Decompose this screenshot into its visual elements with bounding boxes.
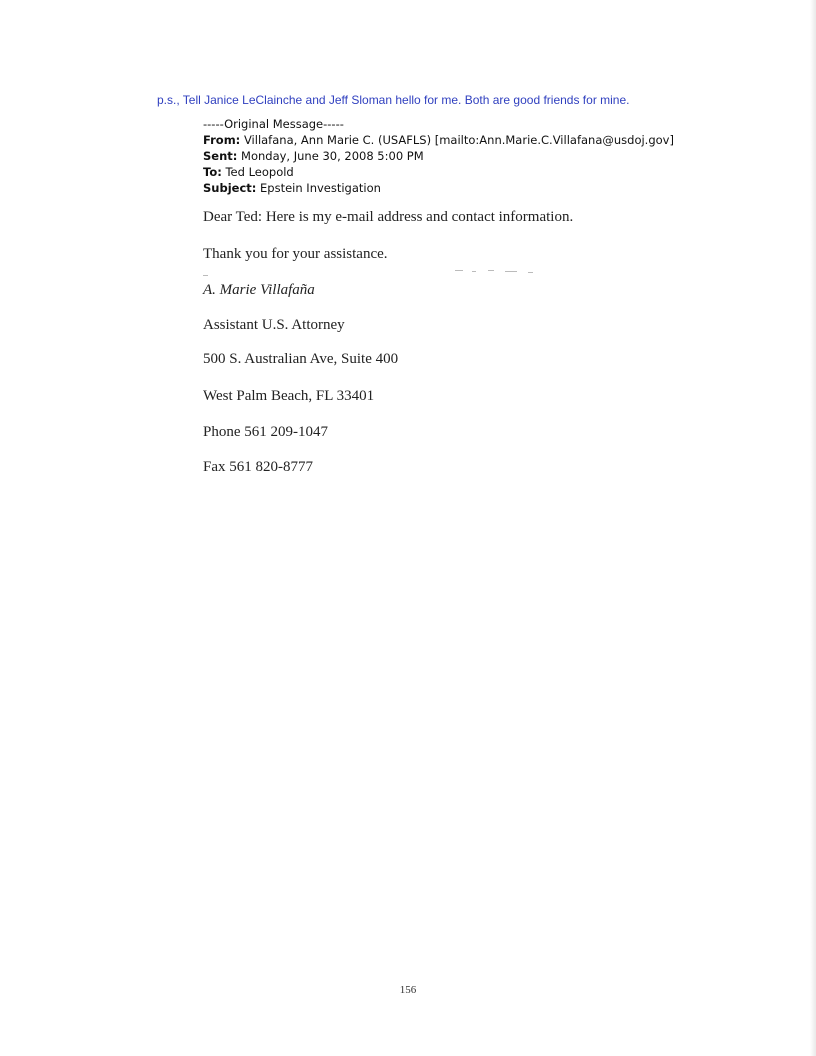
sent-row <box>203 148 674 164</box>
signature-fax: Fax 561 820-8777 <box>203 459 313 475</box>
signature-title: Assistant U.S. Attorney <box>203 317 345 333</box>
subject-value: Epstein Investigation <box>260 181 381 195</box>
page-number: 156 <box>399 984 417 996</box>
page-edge-shadow <box>810 0 816 1056</box>
scan-artifact <box>505 271 517 272</box>
from-row <box>203 132 674 148</box>
signature-address-line1: 500 S. Australian Ave, Suite 400 <box>203 351 399 367</box>
signature-name: A. Marie Villafaña <box>203 282 315 298</box>
original-message-divider: -----Original Message----- <box>203 117 344 131</box>
from-value: Villafana, Ann Marie C. (USAFLS) [mailto:Ann.Marie.C.Villafana@usdoj.gov] <box>243 133 674 147</box>
scan-artifact <box>455 270 463 271</box>
sent-value: Monday, June 30, 2008 5:00 PM <box>241 149 424 163</box>
signature-address-line2: West Palm Beach, FL 33401 <box>203 388 375 404</box>
to-value: Ted Leopold <box>225 165 294 179</box>
subject-label: Subject: <box>203 181 257 195</box>
original-message-header <box>203 116 674 196</box>
sent-label: Sent: <box>203 149 238 163</box>
subject-row <box>203 180 674 196</box>
from-label: From: <box>203 133 241 147</box>
thanks-paragraph: Thank you for your assistance. <box>203 246 388 262</box>
to-row <box>203 164 674 180</box>
greeting-paragraph: Dear Ted: Here is my e-mail address and contact information. <box>203 209 574 225</box>
to-label: To: <box>203 165 222 179</box>
scan-artifact <box>528 272 533 273</box>
signature-phone: Phone 561 209-1047 <box>203 424 328 440</box>
scan-artifact <box>472 271 476 272</box>
scan-artifact <box>488 270 494 271</box>
scan-artifact <box>203 275 208 276</box>
postscript-note: p.s., Tell Janice LeClainche and Jeff Sloman hello for me. Both are good friends for mine. <box>157 93 630 107</box>
